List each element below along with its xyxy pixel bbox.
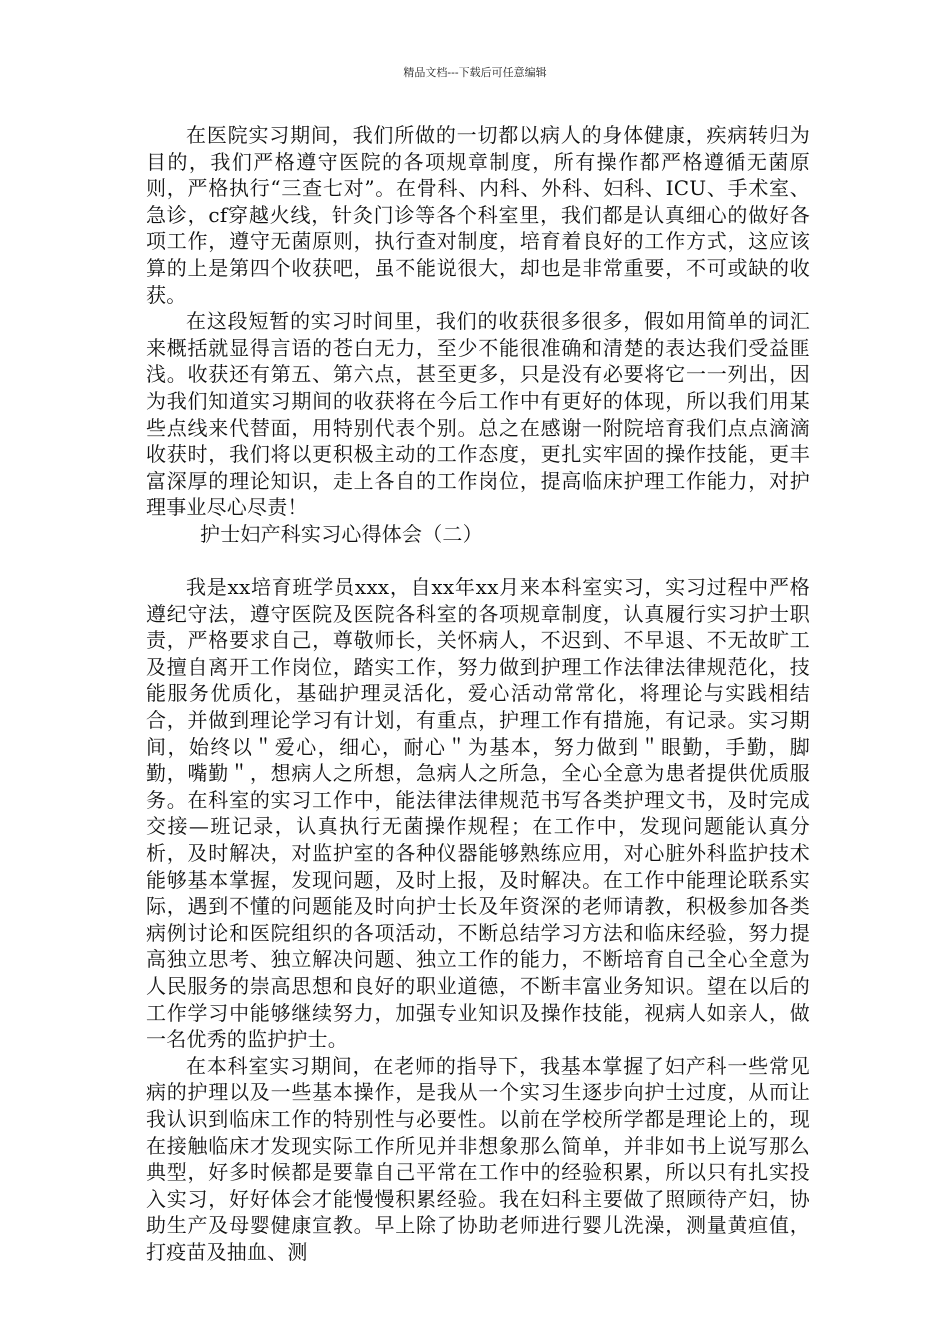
- paragraph: 在医院实习期间，我们所做的一切都以病人的身体健康，疾病转归为目的，我们严格遵守医院的各项规章制度，所有操作都严格遵循无菌原则，严格执行“三查七对”。在骨科、内科、外科、妇科、ICU、手术室、急诊，cf穿越火线，针灸门诊等各个科室里，我们都是认真细心的做好各项工作，遵守无菌原则，执行查对制度，培育着良好的工作方式，这应该算的上是第四个收获吧，虽不能说很大，却也是非常重要，不可或缺的收获。: [146, 123, 810, 307]
- page-header: 精品文档---下载后可任意编辑: [403, 66, 547, 79]
- paragraph: 我是xx培育班学员xxx，自xx年xx月来本科室实习，实习过程中严格遵纪守法，遵守医院及医院各科室的各项规章制度，认真履行实习护士职责，严格要求自己，尊敬师长，关怀病人，不迟到、不早退、不无故旷工及擅自离开工作岗位，踏实工作，努力做到护理工作法律法律规范化，技能服务优质化，基础护理灵活化，爱心活动常常化，将理论与实践相结合，并做到理论学习有计划，有重点，护理工作有措施，有记录。实习期间，始终以＂爱心，细心，耐心＂为基本，努力做到＂眼勤，手勤，脚勤，嘴勤＂，想病人之所想，急病人之所急，全心全意为患者提供优质服务。在科室的实习工作中，能法律法律规范书写各类护理文书，及时完成交接—班记录，认真执行无菌操作规程；在工作中，发现问题能认真分析，及时解决，对监护室的各种仪器能够熟练应用，对心脏外科监护技术能够基本掌握，发现问题，及时上报，及时解决。在工作中能理论联系实际，遇到不懂的问题能及时向护士长及年资深的老师请教，积极参加各类病例讨论和医院组织的各项活动，不断总结学习方法和临床经验，努力提高独立思考、独立解决问题、独立工作的能力，不断培育自己全心全意为人民服务的崇高思想和良好的职业道德，不断丰富业务知识。望在以后的工作学习中能够继续努力，加强专业知识及操作技能，视病人如亲人，做一名优秀的监护护士。: [146, 575, 810, 1052]
- document-body: [146, 122, 810, 1266]
- blank-line: [146, 548, 810, 575]
- section-title: 护士妇产科实习心得体会（二）: [200, 521, 483, 546]
- paragraph: 在本科室实习期间，在老师的指导下，我基本掌握了妇产科一些常见病的护理以及一些基本操作，是我从一个实习生逐步向护士过度，从而让我认识到临床工作的特别性与必要性。以前在学校所学都是理论上的，现在接触临床才发现实际工作所见并非想象那么简单，并非如书上说写那么典型，好多时候都是要靠自己平常在工作中的经验积累，所以只有扎实投入实习，好好体会才能慢慢积累经验。我在妇科主要做了照顾待产妇，协助生产及母婴健康宣教。早上除了协助老师进行婴儿洗澡，测量黄疸值，打疫苗及抽血、测: [146, 1053, 810, 1264]
- paragraph: 在这段短暂的实习时间里，我们的收获很多很多，假如用简单的词汇来概括就显得言语的苍白无力，至少不能很准确和清楚的表达我们受益匪浅。收获还有第五、第六点，甚至更多，只是没有必要将它一一列出，因为我们知道实习期间的收获将在今后工作中有更好的体现，所以我们用某些点线来代替面，用特别代表个别。总之在感谢一附院培育我们点点滴滴收获时，我们将以更积极主动的工作态度，更扎实牢固的操作技能，更丰富深厚的理论知识，走上各自的工作岗位，提高临床护理工作能力，对护理事业尽心尽责！: [146, 309, 810, 520]
